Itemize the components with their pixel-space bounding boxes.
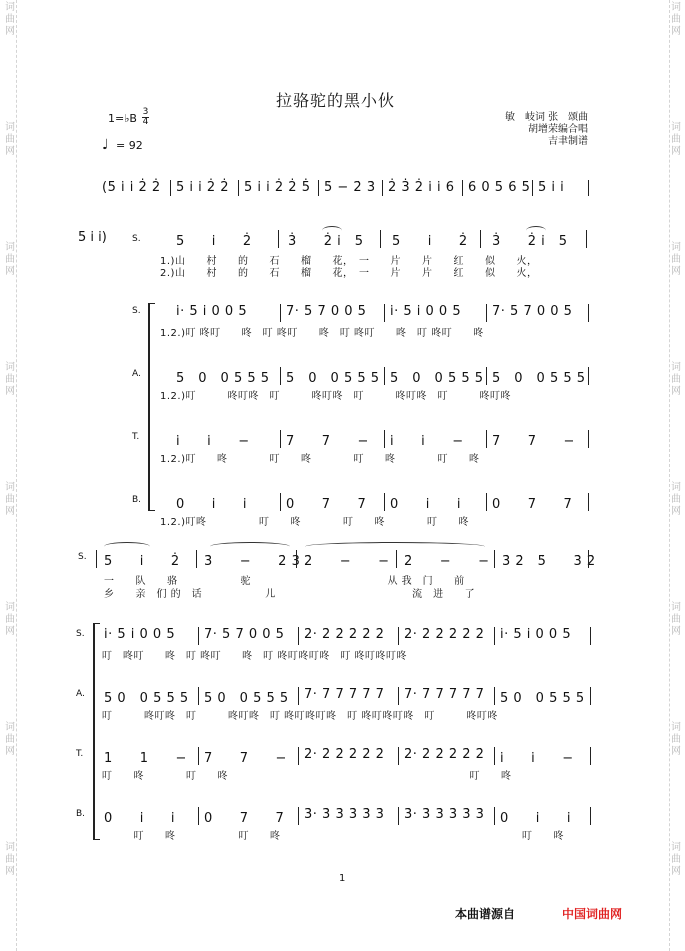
solo-line: [96, 550, 596, 569]
voice-measure: 5 0 0 5 5 5: [492, 371, 586, 386]
barline: [384, 304, 385, 322]
watermark-char: 词: [5, 842, 15, 853]
barline: [280, 367, 281, 385]
barline: [170, 180, 171, 196]
barline: [586, 230, 587, 248]
watermark-text: [3, 842, 17, 878]
barline: [588, 430, 589, 448]
watermark-char: 曲: [5, 134, 15, 145]
barline: [494, 807, 495, 825]
voice-lyric: 1.2.)叮 咚叮 咚 叮 咚叮 咚 叮 咚叮 咚 叮 咚叮 咚: [160, 328, 484, 339]
barline: [398, 627, 399, 645]
voice-measure: 5 0 0 5 5 5: [104, 691, 189, 706]
barline: [486, 430, 487, 448]
intro-measure: 2̇ 3̇ 2̇ i̇ i̇ 6: [388, 180, 455, 195]
voice-measure: 0 7 7: [204, 811, 285, 826]
watermark-text: [3, 122, 17, 158]
barline: [396, 550, 397, 568]
watermark-text: [669, 722, 683, 758]
voice-label: B.: [76, 809, 86, 819]
watermark-char: 曲: [671, 374, 681, 385]
barline: [590, 687, 591, 705]
voice-lyric: 1.2.)叮 咚 叮 咚 叮 咚 叮 咚: [160, 454, 480, 465]
watermark-char: 网: [671, 386, 681, 397]
lyric-verse-2: 2.)山 村 的 石 榴 花， 一 片 片 红 似 火，: [160, 268, 538, 279]
watermark-text: [3, 482, 17, 518]
barline: [384, 367, 385, 385]
voice-measure: 0 7 7: [492, 497, 573, 512]
barline: [380, 230, 381, 248]
watermark-text: [669, 2, 683, 38]
credit-transcriber: 吉聿制谱: [548, 136, 588, 147]
watermark-char: 词: [671, 602, 681, 613]
watermark-char: 曲: [671, 254, 681, 265]
solo-label: S.: [132, 234, 141, 244]
system1-lead: 5 i̇ i̇): [78, 230, 107, 245]
voice-measure: i̇· 5 i̇ 0 0 5: [104, 627, 176, 642]
watermark-char: 网: [671, 866, 681, 877]
barline: [494, 627, 495, 645]
barline: [588, 493, 589, 511]
barline: [486, 367, 487, 385]
lyric-verse-1: 一 队 骆 驼 从 我 门 前: [104, 576, 465, 587]
voice-measure: 7· 7 7 7 7 7: [304, 687, 385, 702]
barline: [486, 493, 487, 511]
voice-measure: 7 7 −: [204, 751, 287, 766]
intro-measure: (5 i̇ i̇ 2̇ 2̇: [102, 180, 161, 195]
credit-arranger: 胡增荣编合唱: [528, 124, 588, 135]
slur: [305, 542, 485, 551]
barline: [588, 180, 589, 196]
watermark-text: [669, 362, 683, 398]
voice-lyric: 叮 咚叮咚 叮 咚叮咚 叮 咚叮咚叮咚 叮 咚叮咚叮咚 叮 咚叮咚: [102, 711, 498, 722]
voice-measure: 7· 5 7 0 0 5: [204, 627, 285, 642]
barline: [280, 430, 281, 448]
barline: [590, 807, 591, 825]
intro-measure: 5 i̇ i̇ 2̇ 2̇: [176, 180, 230, 195]
barline: [494, 550, 495, 568]
watermark-text: [669, 602, 683, 638]
intro-measure: 5 i̇ i̇: [538, 180, 565, 195]
tempo-marking: = 92: [116, 139, 143, 152]
voice-measure: 5 0 0 5 5 5: [176, 371, 270, 386]
barline: [198, 807, 199, 825]
barline: [384, 430, 385, 448]
barline: [588, 367, 589, 385]
lyric-verse-1: 1.)山 村 的 石 榴 花， 一 片 片 红 似 火，: [160, 256, 538, 267]
watermark-char: 网: [671, 146, 681, 157]
voice-measure: 0 i̇ i̇: [104, 811, 175, 826]
choir-bracket: [93, 623, 100, 840]
page-number: 1: [339, 873, 346, 884]
voice-measure: 2̇· 2̇ 2̇ 2̇ 2̇ 2̇: [304, 627, 385, 642]
solo-measure: 3̇ 2̇ i̇ 5: [492, 234, 568, 249]
watermark-char: 网: [5, 626, 15, 637]
voice-lyric: 叮 咚叮 咚 叮 咚叮 咚 叮 咚叮咚叮咚 叮 咚叮咚叮咚: [102, 651, 408, 662]
watermark-char: 网: [5, 386, 15, 397]
watermark-char: 曲: [671, 134, 681, 145]
voice-measure: i̇· 5 i̇ 0 0 5: [390, 304, 462, 319]
barline: [462, 180, 463, 196]
watermark-char: 网: [671, 626, 681, 637]
watermark-char: 曲: [671, 494, 681, 505]
barline: [298, 687, 299, 705]
watermark-text: [3, 242, 17, 278]
voice-measure: 5 0 0 5 5 5: [286, 371, 380, 386]
voice-measure: 1 1 −: [104, 751, 187, 766]
voice-measure: 5 0 0 5 5 5: [390, 371, 484, 386]
time-signature-top: 3: [142, 107, 149, 117]
solo-measure: 3̇ − 2̇ 3̇: [204, 554, 301, 569]
watermark-char: 曲: [5, 614, 15, 625]
voice-measure: 7 7 −: [492, 434, 575, 449]
voice-measure: 0 i̇ i̇: [500, 811, 571, 826]
voice-label: A.: [132, 369, 141, 379]
score-title: 拉骆驼的黑小伙: [276, 91, 396, 110]
solo-measure: 2̇ − −: [404, 554, 490, 569]
barline: [494, 747, 495, 765]
voice-label: A.: [76, 689, 85, 699]
barline: [280, 304, 281, 322]
watermark-char: 词: [671, 242, 681, 253]
watermark-text: [3, 602, 17, 638]
watermark-text: [669, 482, 683, 518]
barline: [382, 180, 383, 196]
barline: [196, 550, 197, 568]
intro-measure: 6 0 5 6 5: [468, 180, 531, 195]
watermark-char: 曲: [5, 374, 15, 385]
voice-measure: i̇ i̇ −: [390, 434, 464, 449]
voice-label: T.: [76, 749, 84, 759]
slur: [104, 542, 150, 551]
watermark-char: 网: [671, 506, 681, 517]
voice-lyric: 1.2.)叮 咚叮咚 叮 咚叮咚 叮 咚叮咚 叮 咚叮咚: [160, 391, 511, 402]
voice-measure: 3̇· 3̇ 3̇ 3̇ 3̇ 3̇: [304, 807, 385, 822]
voice-measure: i̇ i̇ −: [176, 434, 250, 449]
slur: [210, 542, 290, 551]
watermark-char: 网: [5, 26, 15, 37]
watermark-char: 曲: [5, 254, 15, 265]
time-signature: [142, 108, 149, 127]
watermark-char: 词: [5, 362, 15, 373]
voice-measure: 2̇· 2̇ 2̇ 2̇ 2̇ 2̇: [404, 747, 485, 762]
voice-measure: 0 7 7: [286, 497, 367, 512]
voice-label: B.: [132, 495, 142, 505]
voice-measure: 7· 5 7 0 0 5: [492, 304, 573, 319]
watermark-text: [3, 722, 17, 758]
solo-measure: 3̇ 2̇ 5̇ 3̇ 2̇: [502, 554, 596, 569]
watermark-char: 词: [671, 362, 681, 373]
watermark-char: 词: [5, 602, 15, 613]
barline: [296, 550, 297, 568]
barline: [298, 627, 299, 645]
voice-measure: 5 0 0 5 5 5: [500, 691, 585, 706]
watermark-char: 曲: [5, 14, 15, 25]
voice-lyric: 叮 咚 叮 咚 叮 咚: [102, 771, 512, 782]
voice-measure: 7 7 −: [286, 434, 369, 449]
watermark-char: 网: [5, 746, 15, 757]
watermark-char: 曲: [671, 614, 681, 625]
solo-measure: 5 i̇ 2̇: [392, 234, 468, 249]
voice-label: S.: [132, 306, 141, 316]
barline: [198, 687, 199, 705]
barline: [278, 230, 279, 248]
voice-lyric: 叮 咚 叮 咚 叮 咚: [102, 831, 564, 842]
credit-composer: 敏 岐词 张 颂曲: [505, 112, 589, 123]
voice-measure: 5 0 0 5 5 5: [204, 691, 289, 706]
solo-measure: 5 i̇ 2̇: [176, 234, 252, 249]
time-signature-bottom: 4: [142, 117, 149, 127]
barline: [298, 747, 299, 765]
quarter-note-icon: ♩: [102, 137, 109, 153]
voice-measure: 3̇· 3̇ 3̇ 3̇ 3̇ 3̇: [404, 807, 485, 822]
watermark-char: 曲: [671, 14, 681, 25]
barline: [238, 180, 239, 196]
voice-lyric: 1.2.)叮咚 叮 咚 叮 咚 叮 咚: [160, 517, 469, 528]
voice-measure: 0 i̇ i̇: [390, 497, 461, 512]
barline: [486, 304, 487, 322]
solo-measure: 3̇ 2̇ i̇ 5: [288, 234, 364, 249]
site-name: 中国词曲网: [562, 907, 623, 921]
barline: [318, 180, 319, 196]
watermark-char: 曲: [671, 734, 681, 745]
watermark-char: 网: [671, 266, 681, 277]
credits: [505, 112, 588, 148]
choir-bracket: [148, 303, 155, 511]
barline: [532, 180, 533, 196]
solo-measure: 2̇ − −: [304, 554, 390, 569]
watermark-text: [669, 122, 683, 158]
watermark-char: 词: [5, 242, 15, 253]
voice-measure: i̇· 5 i̇ 0 0 5: [500, 627, 572, 642]
barline: [398, 687, 399, 705]
watermark-char: 曲: [5, 854, 15, 865]
watermark-char: 词: [671, 722, 681, 733]
voice-measure: 7· 5 7 0 0 5: [286, 304, 367, 319]
watermark-text: [669, 842, 683, 878]
barline: [398, 807, 399, 825]
voice-label: S.: [76, 629, 85, 639]
barline: [480, 230, 481, 248]
watermark-char: 网: [5, 866, 15, 877]
watermark-char: 曲: [5, 734, 15, 745]
watermark-char: 网: [5, 146, 15, 157]
watermark-char: 曲: [5, 494, 15, 505]
voice-measure: 7· 7 7 7 7 7: [404, 687, 485, 702]
voice-measure: 2̇· 2̇ 2̇ 2̇ 2̇ 2̇: [404, 627, 485, 642]
watermark-char: 词: [5, 122, 15, 133]
barline: [298, 807, 299, 825]
solo-label: S.: [78, 552, 87, 562]
watermark-char: 词: [671, 842, 681, 853]
watermark-text: [3, 2, 17, 38]
barline: [384, 493, 385, 511]
watermark-char: 词: [671, 482, 681, 493]
voice-label: T.: [132, 432, 140, 442]
voice-measure: i̇· 5 i̇ 0 0 5: [176, 304, 248, 319]
barline: [96, 550, 97, 568]
voice-measure: 0 i̇ i̇: [176, 497, 247, 512]
key-signature: 1=♭B: [108, 112, 137, 125]
intro-line: [102, 180, 592, 198]
barline: [198, 627, 199, 645]
barline: [590, 747, 591, 765]
watermark-text: [669, 242, 683, 278]
voice-measure: 2̇· 2̇ 2̇ 2̇ 2̇ 2̇: [304, 747, 385, 762]
barline: [398, 747, 399, 765]
intro-measure: 5̇ − 2̇ 3̇: [324, 180, 376, 195]
watermark-char: 词: [671, 122, 681, 133]
barline: [588, 304, 589, 322]
barline: [588, 550, 589, 568]
barline: [198, 747, 199, 765]
watermark-char: 网: [5, 266, 15, 277]
watermark-char: 网: [671, 746, 681, 757]
solo-measure: 5 i̇ 2̇: [104, 554, 180, 569]
watermark-char: 词: [5, 482, 15, 493]
source-label: 本曲谱源自: [455, 907, 516, 921]
watermark-char: 词: [5, 722, 15, 733]
slur: [322, 226, 342, 235]
watermark-char: 词: [5, 2, 15, 13]
watermark-char: 网: [5, 506, 15, 517]
barline: [494, 687, 495, 705]
watermark-char: 曲: [671, 854, 681, 865]
barline: [280, 493, 281, 511]
voice-measure: i̇ i̇ −: [500, 751, 574, 766]
intro-measure: 5 i̇ i̇ 2̇ 2̇ 5̇: [244, 180, 311, 195]
slur: [526, 226, 546, 235]
lyric-verse-2: 乡 亲 们 的 话 儿 流 进 了: [104, 589, 476, 600]
barline: [590, 627, 591, 645]
watermark-char: 网: [671, 26, 681, 37]
watermark-char: 词: [671, 2, 681, 13]
watermark-text: [3, 362, 17, 398]
